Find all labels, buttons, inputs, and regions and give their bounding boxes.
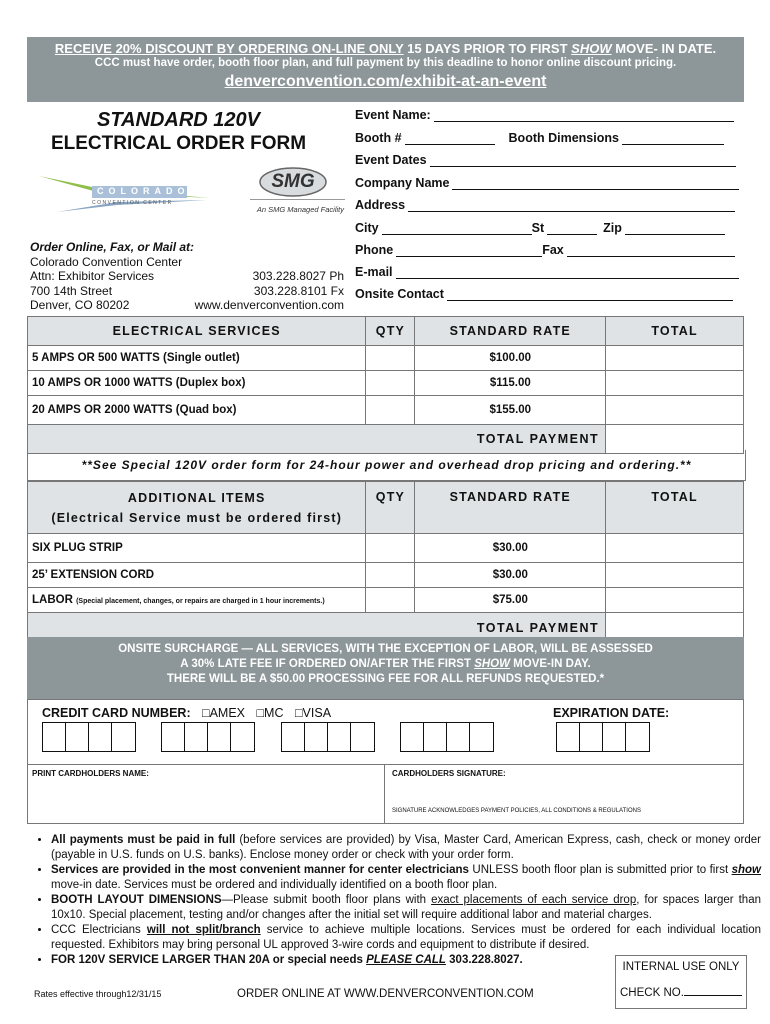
additional-subheader: (Electrical Service must be ordered first) [51,510,343,525]
event-name-field[interactable] [355,108,734,122]
onsite-contact-field[interactable] [355,287,733,301]
policy-text: , for spaces larger than 10x10. Special placement, testing and/or changes after the initial set will require additional labor and material charges. [51,894,761,921]
rate-cell: $30.00 [415,534,606,563]
total-cell[interactable] [606,534,744,563]
booth-dim-line[interactable] [622,132,724,145]
city-field[interactable] [355,221,725,235]
event-name-label: Event Name: [355,108,431,122]
colorado-convention-center-logo [37,172,212,214]
expiration-label: EXPIRATION DATE: [553,706,670,720]
event-name-line[interactable] [434,109,734,122]
policy-bold: Services are provided in the most convenient manner for center electricians [51,864,469,876]
phone-label: Phone [355,243,394,257]
address-line[interactable] [408,199,735,212]
email-field[interactable] [355,265,739,279]
exhibit-link[interactable]: denverconvention.com/exhibit-at-an-event [224,73,547,90]
total-cell[interactable] [606,588,744,613]
signature-divider [384,765,385,824]
qty-cell[interactable] [366,371,415,396]
list-item [51,833,761,862]
zip-line[interactable] [625,222,725,235]
banner-line2: CCC must have order, booth floor plan, and full payment by this deadline to honor online discount pricing. [94,57,677,69]
call-number[interactable]: 303.228.8027. [445,954,523,966]
additional-item: SIX PLUG STRIP [28,534,366,563]
email-line[interactable] [396,266,739,279]
onsite-line[interactable] [447,288,733,301]
booth-field[interactable] [355,131,724,145]
card-type-options [202,706,331,720]
cc-digits-group-3[interactable] [281,722,375,752]
policy-text: —Please submit booth floor plans with [221,894,432,906]
list-item [51,923,761,952]
col-additional-items [28,482,366,534]
address-field[interactable] [355,198,735,212]
smg-logo [240,162,345,217]
mc-option[interactable] [256,706,283,720]
city-label: City [355,221,379,235]
colorado-logo-sub: CONVENTION CENTER [92,200,173,206]
contact-fax: 303.228.8101 Fx [253,283,344,298]
policy-underline: exact placements of each service drop [431,894,637,906]
expiration-digits[interactable] [556,722,650,752]
col-standard-rate: STANDARD RATE [415,317,606,346]
policy-bold: BOOTH LAYOUT DIMENSIONS [51,894,222,906]
form-title: STANDARD 120V [97,109,260,131]
company-label: Company Name [355,176,450,190]
list-item [51,863,761,892]
amex-option[interactable] [202,706,245,720]
policy-text: UNLESS booth floor plan is submitted prior to first [468,864,732,876]
cc-number-label: CREDIT CARD NUMBER: [42,706,191,720]
contact-phone: 303.228.8027 Ph [252,269,344,283]
col-qty: QTY [366,317,415,346]
booth-dim-label: Booth Dimensions [508,131,619,145]
visa-option[interactable] [295,706,331,720]
table-row [28,563,744,588]
signature-field[interactable] [390,782,740,804]
surcharge-banner [27,637,744,699]
rates-effective: Rates effective through12/31/15 [34,989,162,999]
banner-text-a: 15 DAYS PRIOR TO FIRST [403,41,572,56]
fax-label: Fax [542,243,564,257]
surcharge-text-b: MOVE-IN DAY. [509,658,591,670]
policy-text: service to achieve multiple locations. Services must be ordered for each individual location requested. Exhibitors may bring personal UL approved 3-wire cords and equipment to distribute if desired. [51,924,762,951]
total-cell[interactable] [606,371,744,396]
checkbox-icon[interactable]: □ [256,706,265,720]
contact-street: 700 14th Street [30,283,113,298]
list-item [51,893,761,922]
col-qty: QTY [366,482,415,534]
surcharge-line3: THERE WILL BE A $50.00 PROCESSING FEE FOR ALL REFUNDS REQUESTED.* [166,673,605,685]
check-no-field[interactable] [620,985,746,999]
st-label: St [531,221,545,235]
checkbox-icon[interactable]: □ [294,706,303,720]
cc-digits-group-2[interactable] [161,722,255,752]
signature-label: CARDHOLDERS SIGNATURE: [392,769,506,778]
electrical-table [27,316,744,454]
signature-note: SIGNATURE ACKNOWLEDGES PAYMENT POLICIES, ALL CONDITIONS & REGULATIONS [392,808,641,814]
table-row [28,534,744,563]
total-cell[interactable] [606,346,744,371]
policy-text: (before services are provided) by Visa, Master Card, American Express, cash, check or money order (payable in U.S. funds on U.S. banks). Enclose money order or check with your order form. [51,834,761,861]
labor-note: (Special placement, changes, or repairs are charged in 1 hour increments.) [76,598,325,605]
colorado-logo-text: COLORADO [97,186,190,196]
event-dates-line[interactable] [430,154,736,167]
additional-item [28,588,366,613]
discount-banner [27,37,744,102]
total-cell[interactable] [606,396,744,425]
contact-heading: Order Online, Fax, or Mail at: [30,240,195,254]
qty-cell[interactable] [366,534,415,563]
qty-cell[interactable] [366,588,415,613]
qty-cell[interactable] [366,346,415,371]
onsite-label: Onsite Contact [355,287,444,301]
smg-tagline: An SMG Managed Facility [256,205,344,214]
rate-cell: $30.00 [415,563,606,588]
form-subtitle: ELECTRICAL ORDER FORM [50,133,307,154]
event-dates-label: Event Dates [355,153,427,167]
please-call: PLEASE CALL [366,954,446,966]
labor-label: LABOR [32,594,73,606]
internal-use-box [615,955,747,1009]
col-standard-rate: STANDARD RATE [415,482,606,534]
policy-show: show [731,864,761,876]
policy-text: move-in date. Services must be ordered and individually identified on a booth floor plan. [51,878,498,891]
service-item: 5 AMPS OR 500 WATTS (Single outlet) [28,346,366,371]
policy-text: CCC Electricians [51,924,147,936]
contact-block [30,240,344,313]
service-item: 10 AMPS OR 1000 WATTS (Duplex box) [28,371,366,396]
policy-text: FOR 120V SERVICE LARGER THAN 20A or special needs [51,954,367,966]
booth-label: Booth # [355,131,402,145]
smg-divider [250,199,345,200]
total-payment-label: TOTAL PAYMENT [28,425,606,454]
fax-line[interactable] [567,244,735,257]
service-item: 20 AMPS OR 2000 WATTS (Quad box) [28,396,366,425]
rate-cell: $100.00 [415,346,606,371]
rate-cell: $115.00 [415,371,606,396]
qty-cell[interactable] [366,563,415,588]
cc-digits-group-1[interactable] [42,722,136,752]
city-line[interactable] [382,222,532,235]
amex-label: AMEX [209,706,245,720]
print-name-label: PRINT CARDHOLDERS NAME: [32,769,149,778]
phone-line[interactable] [396,244,542,257]
contact-web: www.denverconvention.com [194,298,344,312]
address-label: Address [355,198,406,212]
smg-logo-text: SMG [271,171,315,192]
checkbox-icon[interactable]: □ [202,706,210,720]
qty-cell[interactable] [366,396,415,425]
check-no-line[interactable] [684,985,742,996]
company-field[interactable] [355,176,739,190]
surcharge-line2 [27,657,744,672]
mc-label: MC [264,706,284,720]
additional-table [27,481,744,644]
internal-use-label: INTERNAL USE ONLY [622,961,740,973]
event-dates-field[interactable] [355,153,736,167]
table-row [28,396,744,425]
banner-show: SHOW [571,41,612,56]
table-row [28,588,744,613]
col-total: TOTAL [606,482,744,534]
contact-name: Colorado Convention Center [30,254,183,269]
contact-attn: Attn: Exhibitor Services [30,269,155,283]
banner-discount-text: RECEIVE 20% DISCOUNT BY ORDERING ON-LINE ONLY [54,41,404,56]
print-name-field[interactable] [30,782,380,820]
booth-line[interactable] [405,132,495,145]
table-row [28,371,744,396]
policy-list [33,833,761,969]
additional-item: 25’ EXTENSION CORD [28,563,366,588]
visa-label: VISA [302,706,332,720]
cc-digits-group-4[interactable] [400,722,494,752]
phone-field[interactable] [355,243,735,257]
surcharge-line1: ONSITE SURCHARGE — ALL SERVICES, WITH THE EXCEPTION OF LABOR, WILL BE ASSESSED [118,643,653,655]
table-row [28,346,744,371]
order-online-footer[interactable]: ORDER ONLINE AT WWW.DENVERCONVENTION.COM [237,988,534,1000]
col-electrical-services: ELECTRICAL SERVICES [28,317,366,346]
email-label: E-mail [355,265,393,279]
col-total: TOTAL [606,317,744,346]
total-cell[interactable] [606,563,744,588]
special-order-note: **See Special 120V order form for 24-hour power and overhead drop pricing and ordering.** [27,450,746,481]
surcharge-text-a: A 30% LATE FEE IF ORDERED ON/AFTER THE FIRST [180,658,475,670]
policy-underline: will not split/branch [146,924,261,936]
contact-city: Denver, CO 80202 [30,298,130,312]
check-no-label: CHECK NO. [620,987,684,999]
policy-bold: All payments must be paid in full [51,834,236,846]
banner-line1 [27,41,744,56]
total-payment-label: TOTAL PAYMENT [28,613,606,644]
rate-cell: $75.00 [415,588,606,613]
surcharge-show: SHOW [474,658,510,670]
st-line[interactable] [547,222,597,235]
additional-header: ADDITIONAL ITEMS [127,490,266,505]
rate-cell: $155.00 [415,396,606,425]
zip-label: Zip [603,221,622,235]
banner-text-b: MOVE- IN DATE. [611,41,717,56]
company-line[interactable] [452,177,739,190]
